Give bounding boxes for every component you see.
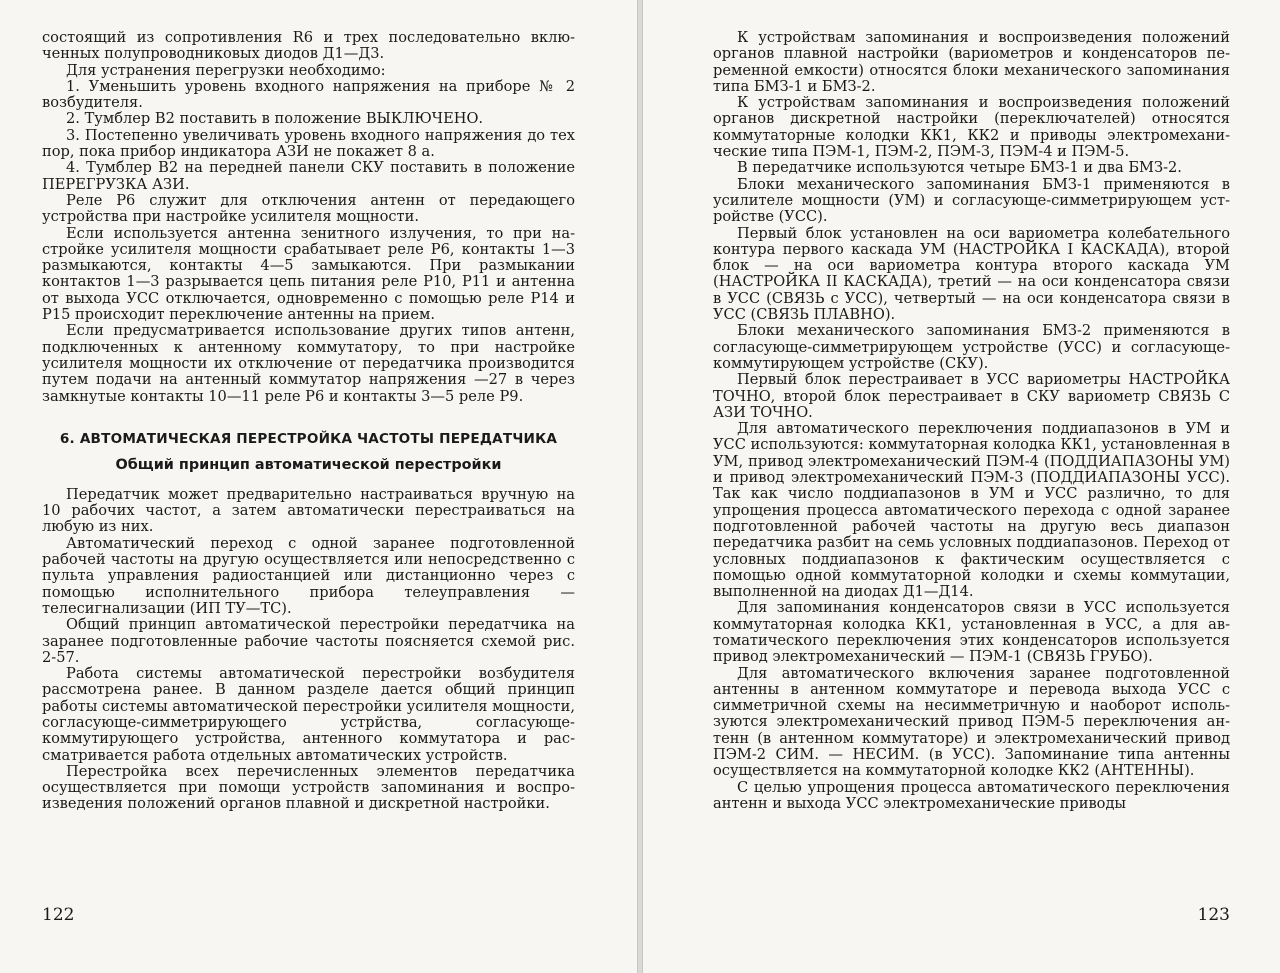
paragraph: К устройствам запоминания и воспроизведения положений органов дискретной настройки (переключателей) относятся коммутаторные колодки КК1, КК2 и приводы электромеханические типа ПЭМ-1, ПЭМ-2, ПЭМ-3, ПЭМ-4 и ПЭМ-5.: [713, 94, 1230, 161]
paragraph: Блоки механического запоминания БМЗ-2 применяются в согласующе-симметрирующем устройстве (УСС) и согласующе-коммутирующем устройстве (СКУ).: [713, 322, 1230, 372]
page-number: 123: [1197, 905, 1230, 925]
paragraph: Для запоминания конденсаторов связи в УСС используется коммутаторная колодка КК1, установленная в УСС, а для автоматического переключения этих конденсаторов используется привод электромеханический — ПЭМ-1 (СВЯЗЬ ГРУБО).: [713, 599, 1230, 666]
paragraph: Первый блок перестраивает в УСС вариометры НАСТРОЙКА ТОЧНО, второй блок перестраивает в СКУ вариометр СВЯЗЬ С АЗИ ТОЧНО.: [713, 371, 1230, 421]
paragraph: Работа системы автоматической перестройки возбудителя рассмотрена ранее. В данном разделе дается общий принцип работы системы автоматической перестройки усилителя мощности, согласующе-симметрирующего устрйства, согласующе-коммутирующего устройства, антенного коммутатора и рассматривается работа отдельных автоматических устройств.: [42, 665, 575, 764]
paragraph: Реле Р6 служит для отключения антенн от передающего устройства при настройке усилителя мощности.: [42, 191, 575, 226]
paragraph: Если используется антенна зенитного излучения, то при настройке усилителя мощности срабатывает реле Р6, контакты 1—3 размыкаются, контакты 4—5 замыкаются. При размыкании контактов 1—3 разрывается цепь питания реле Р10, Р11 и антенна от выхода УСС отключается, одновременно с помощью реле Р14 и Р15 происходит переключение антенны на прием.: [42, 224, 575, 324]
paragraph: С целью упрощения процесса автоматического переключения антенн и выхода УСС электромеханические приводы: [713, 778, 1230, 812]
paragraph: В передатчике используются четыре БМЗ-1 и два БМЗ-2.: [737, 159, 1182, 177]
paragraph: Перестройка всех перечисленных элементов передатчика осуществляется при помощи устройств запоминания и воспроизведения положений органов плавной и дискретной настройки.: [42, 762, 575, 813]
paragraph: Для автоматического переключения поддиапазонов в УМ и УСС используются: коммутаторная колодка КК1, установленная в УМ, привод электромеханический ПЭМ-4 (ПОДДИАПАЗОНЫ УМ) и привод электромеханический ПЭМ-3 (ПОДДИАПАЗОНЫ УСС). Так как число поддиапазонов в УМ и УСС различно, то для упрощения процесса автоматического перехода с одной заранее подготовленной рабочей частоты на другую весь диапазон передатчика разбит на семь условных поддиапазонов. Переход от условных поддиапазонов к фактическим осуществляется с помощью одной коммутаторной колодки и схемы коммутации, выполненной на диодах Д1—Д14.: [713, 420, 1230, 601]
list-item: 4. Тумблер В2 на передней панели СКУ поставить в положение ПЕРЕГРУЗКА АЗИ.: [42, 159, 575, 193]
paragraph: К устройствам запоминания и воспроизведения положений органов плавной настройки (вариометров и конденсаторов переменной емкости) относятся блоки механического запоминания типа БМЗ-1 и БМЗ-2.: [713, 29, 1230, 95]
paragraph: Первый блок установлен на оси вариометра колебательного контура первого каскада УМ (НАСТРОЙКА I КАСКАДА), второй блок — на оси вариометра контура второго каскада УМ (НАСТРОЙКА II КАСКАДА), третий — на оси конденсатора связи в УСС (СВЯЗЬ с УСС), четвертый — на оси конденсатора связи в УСС (СВЯЗЬ ПЛАВНО).: [713, 224, 1230, 324]
paragraph: Если предусматривается использование других типов антенн, подключенных к антенному коммутатору, то при настройке усилителя мощности их отключение от передатчика производится путем подачи на антенный коммутатор напряжения —27 в через замкнутые контакты 10—11 реле Р6 и контакты 3—5 реле Р9.: [42, 322, 575, 405]
left-page: [0, 0, 638, 973]
paragraph: Автоматический переход с одной заранее подготовленной рабочей частоты на другую осуществляется или непосредственно с пульта управления радиостанцией или дистанционно через с помощью исполнительного прибора телеуправления — телесигнализации (ИП ТУ—ТС).: [42, 534, 575, 617]
list-item: 3. Постепенно увеличивать уровень входного напряжения до тех пор, пока прибор индикатора АЗИ не покажет 8 а.: [42, 126, 575, 161]
subsection-heading: Общий принцип автоматической перестройки: [115, 456, 502, 473]
paragraph: состоящий из сопротивления R6 и трех последовательно включенных полупроводниковых диодов Д1—Д3.: [42, 29, 575, 63]
paragraph: Для устранения перегрузки необходимо:: [66, 61, 386, 79]
paragraph: Общий принцип автоматической перестройки передатчика на заранее подготовленные рабочие частоты поясняется схемой рис. 2-57.: [42, 616, 575, 666]
list-item: 1. Уменьшить уровень входного напряжения на приборе № 2 возбудителя.: [42, 77, 575, 112]
paragraph: Передатчик может предварительно настраиваться вручную на 10 рабочих частот, а затем автоматически перестраиваться на любую из них.: [42, 485, 575, 536]
list-item: 2. Тумблер В2 поставить в положение ВЫКЛЮЧЕНО.: [66, 110, 484, 128]
paragraph: Блоки механического запоминания БМЗ-1 применяются в усилителе мощности (УМ) и согласующе-симметрирующем устройстве (УСС).: [713, 175, 1230, 226]
paragraph: Для автоматического включения заранее подготовленной антенны в антенном коммутаторе и перевода выхода УСС с симметричной схемы на несимметричную и наоборот используются электромеханический привод ПЭМ-5 переключения антенн (в антенном коммутаторе) и электромеханический привод ПЭМ-2 СИМ. — НЕСИМ. (в УСС). Запоминание типа антенны осуществляется на коммутаторной колодке КК2 (АНТЕННЫ).: [713, 664, 1230, 780]
page-number: 122: [42, 905, 75, 925]
section-heading: 6. АВТОМАТИЧЕСКАЯ ПЕРЕСТРОЙКА ЧАСТОТЫ ПЕРЕДАТЧИКА: [59, 430, 558, 447]
right-page: [642, 0, 1280, 973]
